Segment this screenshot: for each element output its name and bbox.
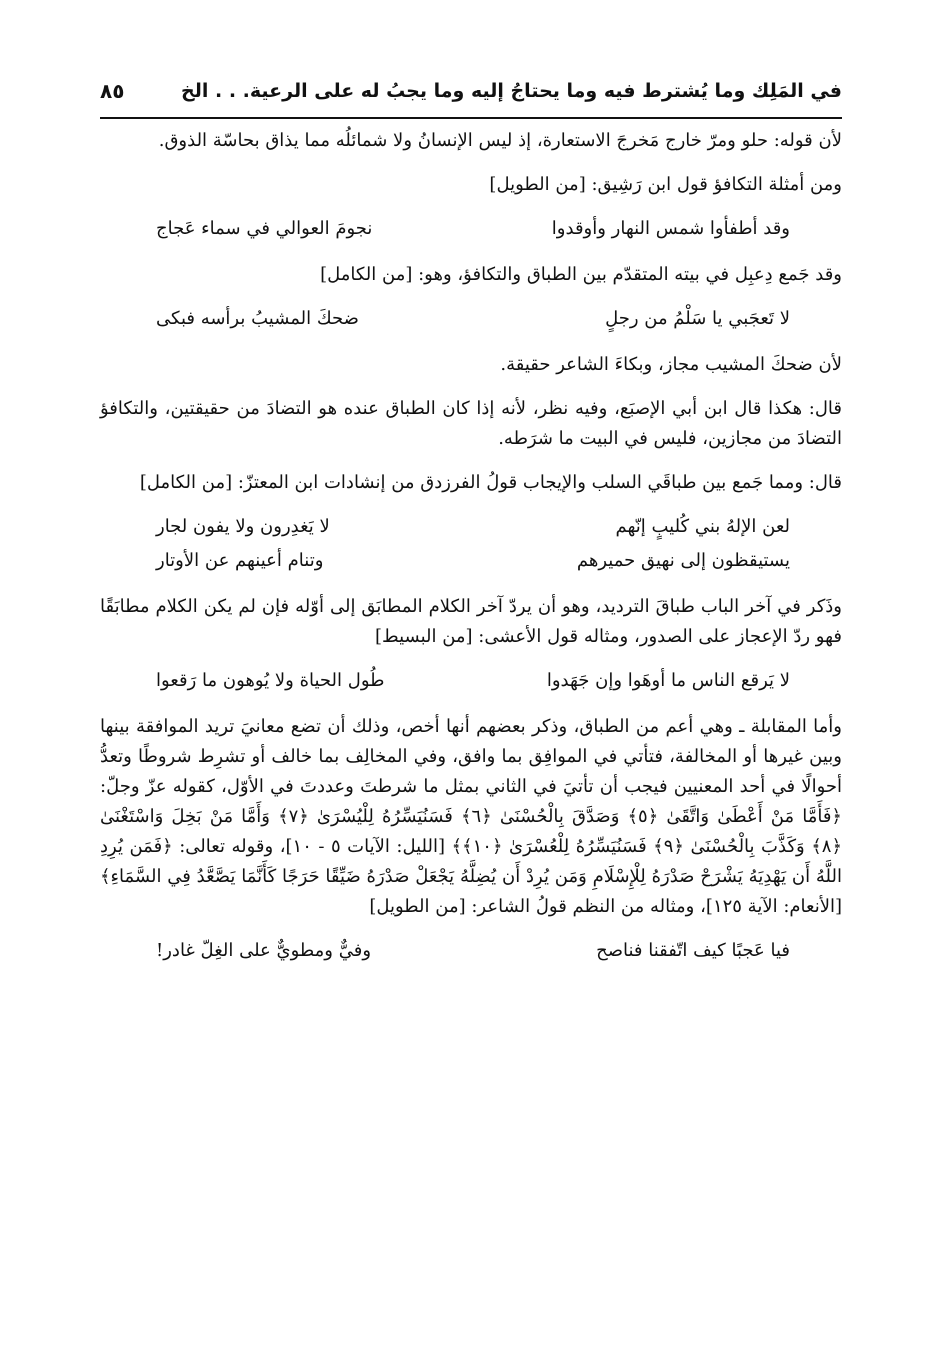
verse-second-hemistich: لا يَغدِرون ولا يفون لجار: [156, 516, 330, 537]
paragraph: قال: هكذا قال ابن أبي الإصبَع، وفيه نظر، لأنه إذا كان الطباق عنده هو التضادَ من حقيقتين، والتكافؤ التضادَ من مجازين، فليس في البيت ما شرَطه.: [100, 398, 842, 449]
verse-line: [156, 512, 842, 542]
page-number: ٨٥: [100, 79, 125, 103]
verse-second-hemistich: وتنام أعينهم عن الأوتار: [156, 550, 324, 571]
verse-second-hemistich: نجومَ العوالي في سماء عَجاج: [156, 218, 373, 239]
paragraph: وقد جَمع دِعبِل في بيته المتقدّم بين الطباق والتكافؤ، وهو: [من الكامل]: [320, 264, 842, 285]
paragraph: قال: ومما جَمع بين طباقَي السلب والإيجاب قولُ الفرزدق من إنشادات ابن المعتزّ: [من الكامل]: [139, 472, 842, 493]
verse-first-hemistich: يستيقظون إلى نهيق حميرهم: [576, 550, 790, 571]
verse-first-hemistich: لا تَعجَبي يا سَلْمُ من رجلٍ: [605, 308, 790, 329]
verse-second-hemistich: وفيٌّ ومطويٌّ على الغِلّ غادر!: [156, 940, 372, 961]
header-rule: [100, 117, 842, 119]
paragraph: لأن ضحكَ المشيب مجاز، وبكاءَ الشاعر حقيقة.: [500, 354, 842, 375]
verse-first-hemistich: لا يَرقع الناس ما أوهَوا وإن جَهَدوا: [546, 670, 790, 691]
verse-line: [156, 666, 842, 696]
verse-first-hemistich: لعن الإلهُ بني كُليبٍ إنّهم: [615, 516, 790, 537]
verse-line: [156, 936, 842, 966]
paragraph: ومن أمثلة التكافؤ قول ابن رَشِيق: [من الطويل]: [489, 174, 842, 195]
running-title: في المَلِك وما يُشترط فيه وما يحتاجُ إليه وما يجبُ له على الرعية. . . الخ: [181, 80, 842, 102]
paragraph: وذَكر في آخر الباب طباقَ الترديد، وهو أن يردّ آخر الكلام المطابَق إلى أوّله فإن لم يكن الكلام مطابَقًا فهو ردّ الإعجاز على الصدور، ومثاله قول الأعشى: [من البسيط]: [100, 596, 842, 647]
verse-second-hemistich: طُول الحياة ولا يُوهون ما رَقعوا: [156, 670, 385, 691]
verse-first-hemistich: وقد أطفأوا شمس النهار وأوقدوا: [551, 218, 790, 239]
paragraph: وأما المقابلة ـ وهي أعم من الطباق، وذكر بعضهم أنها أخص، وذلك أن تضع معانيَ تريد الموافقة بينها وبين غيرها أو المخالفة، فتأتي في الموافِق بما وافق، وفي المخالِف بما خالف أو تشرِط شروطًا وتعدُّ أحوالًا في أحد المعنيين فيجب أن تأتيَ في الثاني بمثل ما شرطتَ وعددتَ في الأوّل، كقوله عزّ وجلّ: ﴿فَأَمَّا مَنْ أَعْطَىٰ وَاتَّقَىٰ ﴿٥﴾ وَصَدَّقَ بِالْحُسْنَىٰ ﴿٦﴾ فَسَنُيَسِّرُهُ لِلْيُسْرَىٰ ﴿٧﴾ وَأَمَّا مَنْ بَخِلَ وَاسْتَغْنَىٰ ﴿٨﴾ وَكَذَّبَ بِالْحُسْنَىٰ ﴿٩﴾ فَسَنُيَسِّرُهُ لِلْعُسْرَىٰ ﴿١٠﴾﴾ [الليل: الآيات ٥ - ١٠]، وقوله تعالى: ﴿فَمَن يُرِدِ اللَّهُ أَن يَهْدِيَهُ يَشْرَحْ صَدْرَهُ لِلْإِسْلَامِ وَمَن يُرِدْ أَن يُضِلَّهُ يَجْعَلْ صَدْرَهُ ضَيِّقًا حَرَجًا كَأَنَّمَا يَصَّعَّدُ فِي السَّمَاءِ﴾ [الأنعام: الآية ١٢٥]، ومثاله من النظم قولُ الشاعر: [من الطويل]: [100, 716, 842, 917]
main-text: [100, 126, 842, 982]
verse-line: [156, 546, 842, 576]
verse-second-hemistich: ضحكَ المشيبُ برأسه فبكى: [156, 308, 359, 329]
verse-line: [156, 304, 842, 334]
verse-line: [156, 214, 842, 244]
page-header: [100, 76, 842, 120]
verse-first-hemistich: فيا عَجبًا كيف اتّفقنا فناصح: [596, 940, 790, 961]
paragraph: لأن قوله: حلو ومرّ خارج مَخرجَ الاستعارة، إذ ليس الإنسانُ ولا شمائلُه مما يذاق بحاسّة الذوق.: [158, 130, 842, 151]
